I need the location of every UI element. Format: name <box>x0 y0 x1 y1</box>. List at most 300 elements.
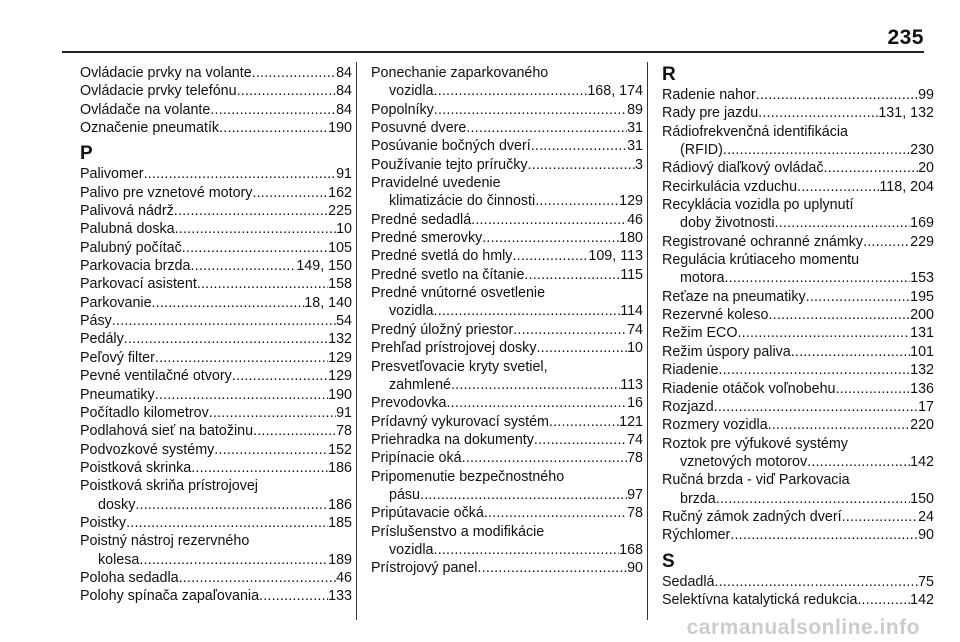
index-entry-pages: 46 <box>627 211 643 228</box>
index-entry <box>80 569 352 587</box>
index-column-1 <box>80 64 352 606</box>
dot-leader <box>451 376 620 394</box>
index-entry <box>662 380 934 398</box>
index-entry-pages: 189 <box>328 551 352 568</box>
index-entry <box>662 141 934 159</box>
index-entry <box>371 504 643 522</box>
index-entry <box>80 82 352 100</box>
index-entry-pages: 190 <box>328 386 352 403</box>
index-entry <box>662 361 934 379</box>
dot-leader <box>253 422 336 440</box>
index-entry <box>80 119 352 137</box>
index-entry <box>371 431 643 449</box>
index-entry-term: Palivomer <box>80 166 144 183</box>
dot-leader <box>535 192 619 210</box>
index-entry-heading: Ponechanie zaparkovaného <box>371 65 549 81</box>
column-separator <box>647 62 648 620</box>
index-entry-term: Rady pre jazdu <box>662 105 759 122</box>
index-entry-term: Popolníky <box>371 101 434 118</box>
dot-leader <box>252 184 328 202</box>
index-entry-pages: 91 <box>336 166 352 183</box>
index-entry-pages: 200 <box>910 307 934 324</box>
index-entry <box>80 514 352 532</box>
index-entry-pages: 74 <box>627 431 643 448</box>
dot-leader <box>477 559 627 577</box>
dot-leader <box>758 104 878 122</box>
dot-leader <box>447 394 628 412</box>
index-entry-pages: 142 <box>910 591 934 608</box>
index-entry-term: Prevodovka <box>371 395 447 412</box>
index-column-3 <box>662 64 934 609</box>
index-entry-term: vozidla <box>389 83 434 100</box>
index-entry-heading: Poistný nástroj rezervného <box>80 533 250 550</box>
index-entry-pages: 89 <box>627 101 643 118</box>
dot-leader <box>126 514 328 532</box>
index-entry-pages: 84 <box>336 101 352 118</box>
index-entry <box>80 294 352 312</box>
index-entry <box>371 229 643 247</box>
dot-leader <box>174 202 328 220</box>
dot-leader <box>513 321 627 339</box>
dot-leader <box>769 306 911 324</box>
dot-leader <box>434 101 627 119</box>
index-entry-pages: 229 <box>910 233 934 250</box>
index-entry-term: Označenie pneumatík <box>80 120 220 137</box>
index-entry <box>662 306 934 324</box>
index-entry-term: vznetových motorov <box>680 453 808 470</box>
index-entry-heading: Príslušenstvo a modifikácie <box>371 523 545 540</box>
index-entry-term: dosky <box>98 496 136 513</box>
index-entry-pages: 132 <box>910 362 934 379</box>
column-separator <box>356 62 357 620</box>
index-entry-term: Registrované ochranné známky <box>662 233 864 250</box>
dot-leader <box>524 266 620 284</box>
index-entry-pages: 195 <box>910 288 934 305</box>
index-entry <box>80 404 352 422</box>
index-entry <box>80 257 352 275</box>
dot-leader <box>791 343 910 361</box>
index-entry <box>662 453 934 471</box>
index-entry-pages: 132 <box>328 331 352 348</box>
dot-leader <box>466 119 627 137</box>
dot-leader <box>155 349 328 367</box>
index-entry-term: Rozjazd <box>662 398 714 415</box>
index-entry <box>80 587 352 605</box>
index-entry-term: Palubná doska <box>80 221 175 238</box>
index-entry-term: Rezervné koleso <box>662 307 769 324</box>
dot-leader <box>152 294 305 312</box>
index-entry <box>662 288 934 306</box>
index-entry-term: Predné svetlo na čítanie <box>371 266 525 283</box>
index-entry-pages: 31 <box>627 120 643 137</box>
index-entry-pages: 150 <box>910 490 934 507</box>
dot-leader <box>209 404 336 422</box>
index-entry-pages: 84 <box>336 65 352 81</box>
dot-leader <box>716 490 910 508</box>
dot-leader <box>135 496 328 514</box>
index-entry-term: motora <box>680 270 725 287</box>
index-entry-pages: 54 <box>336 313 352 330</box>
index-entry <box>371 541 643 559</box>
index-entry-pages: 133 <box>328 588 352 605</box>
index-entry-pages: 24 <box>918 508 934 525</box>
index-entry-heading: Roztok pre výfukové systémy <box>662 435 848 452</box>
index-entry-pages: 153 <box>910 270 934 287</box>
dot-leader <box>768 416 910 434</box>
index-entry-pages: 90 <box>627 560 643 577</box>
dot-leader <box>531 137 627 155</box>
index-entry-heading: Rádiofrekvenčná identifikácia <box>662 123 848 140</box>
index-entry-heading: Pravidelné uvedenie <box>371 175 501 192</box>
index-entry-pages: 115 <box>620 266 643 283</box>
index-entry-pages: 180 <box>619 230 643 247</box>
index-entry-pages: 129 <box>328 368 352 385</box>
index-entry-term: Palivová nádrž <box>80 203 174 220</box>
index-entry <box>80 441 352 459</box>
dot-leader <box>528 156 636 174</box>
index-entry-pages: 10 <box>627 340 643 357</box>
dot-leader <box>155 386 328 404</box>
index-entry-pages: 131 <box>910 325 934 342</box>
index-entry-pages: 91 <box>336 404 352 421</box>
index-entry-pages: 75 <box>918 573 934 590</box>
dot-leader <box>252 64 336 82</box>
index-entry-term: Podlahová sieť na batožinu <box>80 423 254 440</box>
index-entry-pages: 149, 150 <box>296 258 352 275</box>
index-entry-term: Posuvné dvere <box>371 120 467 137</box>
index-entry <box>662 178 934 196</box>
index-entry-pages: 78 <box>336 423 352 440</box>
index-entry-term: Poloha sedadla <box>80 569 179 586</box>
dot-leader <box>718 361 910 379</box>
dot-leader <box>219 119 328 137</box>
index-entry-pages: 168, 174 <box>587 83 643 100</box>
dot-leader <box>842 508 919 526</box>
index-entry-term: Ručný zámok zadných dverí <box>662 508 842 525</box>
dot-leader <box>797 178 879 196</box>
dot-leader <box>714 398 918 416</box>
dot-leader <box>420 486 627 504</box>
index-entry-term: Prístrojový panel <box>371 560 478 577</box>
dot-leader <box>139 551 328 569</box>
index-entry-pages: 168 <box>619 541 643 558</box>
index-entry-pages: 190 <box>328 120 352 137</box>
index-entry <box>371 192 643 210</box>
index-entry <box>371 394 643 412</box>
index-entry <box>80 349 352 367</box>
dot-leader <box>434 82 588 100</box>
dot-leader <box>175 220 337 238</box>
index-entry-term: Prídavný vykurovací systém <box>371 413 549 430</box>
index-entry <box>662 526 934 544</box>
dot-leader <box>197 275 328 293</box>
index-entry-term: Prehľad prístrojovej dosky <box>371 340 537 357</box>
index-entry <box>80 202 352 220</box>
index-entry-pages: 3 <box>635 156 643 173</box>
index-entry-term: Sedadlá <box>662 573 715 590</box>
index-entry <box>662 104 934 122</box>
index-entry-term: Posúvanie bočných dverí <box>371 138 531 155</box>
index-entry <box>80 275 352 293</box>
index-entry <box>80 367 352 385</box>
index-entry <box>80 496 352 514</box>
index-entry <box>662 398 934 416</box>
index-entry <box>80 422 352 440</box>
index-entry-pages: 105 <box>328 239 352 256</box>
index-entry <box>80 239 352 257</box>
index-entry-pages: 129 <box>328 349 352 366</box>
index-entry <box>80 312 352 330</box>
index-entry-term: Pásy <box>80 313 112 330</box>
dot-leader <box>112 312 336 330</box>
dot-leader <box>214 441 328 459</box>
dot-leader <box>144 165 337 183</box>
index-entry <box>371 137 643 155</box>
index-entry <box>371 321 643 339</box>
dot-leader <box>737 324 910 342</box>
header-rule <box>62 51 924 53</box>
index-entry-pages: 131, 132 <box>878 105 934 122</box>
index-entry-pages: 158 <box>328 276 352 293</box>
index-entry <box>80 386 352 404</box>
index-entry <box>80 551 352 569</box>
index-entry-term: Parkovací asistent <box>80 276 197 293</box>
index-entry-term: Rýchlomer <box>662 527 731 544</box>
index-entry <box>80 165 352 183</box>
index-entry-term: Pedály <box>80 331 124 348</box>
dot-leader <box>806 288 910 306</box>
section-letter: P <box>80 143 93 165</box>
index-entry-term: Recirkulácia vzduchu <box>662 178 798 195</box>
section-letter: S <box>662 550 675 572</box>
dot-leader <box>861 591 910 609</box>
index-entry-pages: 225 <box>328 203 352 220</box>
index-entry-term: Parkovanie <box>80 294 152 311</box>
dot-leader <box>232 367 328 385</box>
index-entry-heading: Poistková skriňa prístrojovej <box>80 478 258 495</box>
index-entry <box>662 490 934 508</box>
dot-leader <box>512 247 588 265</box>
index-entry-heading: Recyklácia vozidla po uplynutí <box>662 197 854 214</box>
index-entry-heading: Predné vnútorné osvetlenie <box>371 285 546 302</box>
index-entry-heading: Regulácia krútiaceho momentu <box>662 252 860 269</box>
dot-leader <box>807 453 910 471</box>
index-entry-pages: 10 <box>336 221 352 238</box>
dot-leader <box>471 211 627 229</box>
dot-leader <box>434 541 620 559</box>
index-entry-term: Používanie tejto príručky <box>371 156 528 173</box>
index-entry-term: Predné smerovky <box>371 230 483 247</box>
index-entry <box>371 247 643 265</box>
index-entry-pages: 78 <box>627 450 643 467</box>
index-entry <box>371 119 643 137</box>
index-entry <box>662 86 934 104</box>
index-entry <box>371 266 643 284</box>
index-entry <box>371 449 643 467</box>
index-entry-pages: 16 <box>627 395 643 412</box>
dot-leader <box>549 413 619 431</box>
index-entry-pages: 114 <box>620 303 643 320</box>
index-entry-term: Riadenie otáčok voľnobehu <box>662 380 836 397</box>
dot-leader <box>824 159 919 177</box>
index-entry-pages: 99 <box>918 87 934 103</box>
index-entry-term: Pripútavacie očká <box>371 505 484 522</box>
index-entry-pages: 152 <box>328 441 352 458</box>
index-entry-pages: 101 <box>910 343 934 360</box>
index-entry <box>662 416 934 434</box>
index-entry-term: Ovládacie prvky telefónu <box>80 83 237 100</box>
index-entry-pages: 84 <box>336 83 352 100</box>
index-entry <box>80 64 352 82</box>
index-entry-term: Reťaze na pneumatiky <box>662 288 806 305</box>
dot-leader <box>835 380 910 398</box>
index-entry-term: vozidla <box>389 303 434 320</box>
index-entry-term: Selektívna katalytická redukcia. <box>662 591 862 608</box>
index-entry-term: Pneumatiky <box>80 386 155 403</box>
index-entry-term: Polohy spínača zapaľovania <box>80 588 260 605</box>
index-entry-term: Režim úspory paliva <box>662 343 791 360</box>
index-entry-pages: 109, 113 <box>588 248 643 265</box>
dot-leader <box>714 573 918 591</box>
dot-leader <box>725 269 911 287</box>
index-entry <box>80 459 352 477</box>
index-entry-term: Predný úložný priestor <box>371 321 514 338</box>
index-entry-term: Podvozkové systémy <box>80 441 215 458</box>
index-entry-term: Ovládacie prvky na volante <box>80 65 252 81</box>
index-entry-pages: 121 <box>619 413 643 430</box>
index-entry <box>371 156 643 174</box>
index-entry <box>662 343 934 361</box>
index-entry-pages: 186 <box>328 496 352 513</box>
index-entry-term: Radenie nahor <box>662 87 756 103</box>
dot-leader <box>756 86 918 104</box>
dot-leader <box>723 141 910 159</box>
index-entry <box>662 233 934 251</box>
index-entry-term: zahmlené <box>389 376 451 393</box>
index-entry <box>662 573 934 591</box>
index-entry-term: Palivo pre vznetové motory <box>80 184 253 201</box>
index-entry-term: pásu <box>389 486 421 503</box>
dot-leader <box>124 330 328 348</box>
index-entry-term: klimatizácie do činnosti <box>389 193 536 210</box>
dot-leader <box>434 302 621 320</box>
index-entry-term: vozidla <box>389 541 434 558</box>
index-entry-term: Poistky <box>80 514 127 531</box>
dot-leader <box>237 82 337 100</box>
dot-leader <box>182 239 328 257</box>
index-entry-pages: 162 <box>328 184 352 201</box>
index-entry-pages: 17 <box>918 398 934 415</box>
dot-leader <box>210 101 336 119</box>
index-entry-pages: 129 <box>619 193 643 210</box>
index-entry-term: Počítadlo kilometrov <box>80 404 209 421</box>
index-entry-term: Rádiový diaľkový ovládač <box>662 160 824 177</box>
index-entry-pages: 230 <box>910 142 934 159</box>
watermark: carmanualsonline.info <box>686 616 920 639</box>
dot-leader <box>190 257 296 275</box>
index-entry-term: Poistková skrinka <box>80 459 192 476</box>
index-entry-term: Režim ECO <box>662 325 738 342</box>
index-entry-pages: 90 <box>918 527 934 544</box>
index-entry-pages: 142 <box>910 453 934 470</box>
index-entry <box>80 184 352 202</box>
index-entry-pages: 113 <box>620 376 643 393</box>
index-entry-term: Rozmery vozidla <box>662 417 768 434</box>
index-entry <box>371 413 643 431</box>
index-entry <box>80 220 352 238</box>
index-entry <box>371 559 643 577</box>
dot-leader <box>536 339 627 357</box>
index-entry-term: (RFID) <box>680 142 723 159</box>
index-entry-pages: 97 <box>627 486 643 503</box>
index-entry <box>662 269 934 287</box>
index-entry-pages: 118, 204 <box>879 178 934 195</box>
index-entry <box>371 82 643 100</box>
index-entry <box>371 211 643 229</box>
index-entry <box>371 101 643 119</box>
index-entry <box>662 508 934 526</box>
index-entry-term: Palubný počítač <box>80 239 182 256</box>
dot-leader <box>191 459 328 477</box>
dot-leader <box>863 233 910 251</box>
index-entry <box>662 159 934 177</box>
index-entry-pages: 31 <box>627 138 643 155</box>
index-entry-pages: 20 <box>918 160 934 177</box>
index-entry-term: Predné sedadlá <box>371 211 472 228</box>
dot-leader <box>484 504 627 522</box>
index-column-2 <box>371 64 643 578</box>
index-entry-pages: 46 <box>336 569 352 586</box>
dot-leader <box>259 587 328 605</box>
index-entry-pages: 136 <box>910 380 934 397</box>
index-entry-pages: 185 <box>328 514 352 531</box>
index-entry <box>662 324 934 342</box>
index-entry <box>662 214 934 232</box>
dot-leader <box>534 431 627 449</box>
index-entry <box>371 376 643 394</box>
index-entry-pages: 186 <box>328 459 352 476</box>
dot-leader <box>775 214 911 232</box>
dot-leader <box>730 526 918 544</box>
index-entry <box>371 339 643 357</box>
index-entry-heading: Presvetľovacie kryty svetiel, <box>371 358 548 375</box>
index-entry-term: Peľový filter <box>80 349 155 366</box>
index-entry-pages: 18, 140 <box>304 294 352 311</box>
index-entry <box>371 302 643 320</box>
index-entry-heading: Ručná brzda - viď Parkovacia <box>662 472 850 489</box>
index-entry-heading: Pripomenutie bezpečnostného <box>371 468 565 485</box>
index-entry-term: brzda <box>680 490 716 507</box>
index-entry-term: Pevné ventilačné otvory <box>80 368 232 385</box>
index-entry-term: Ovládače na volante <box>80 101 211 118</box>
index-entry-term: Riadenie <box>662 362 719 379</box>
index-entry <box>371 486 643 504</box>
index-entry <box>80 330 352 348</box>
index-entry-pages: 78 <box>627 505 643 522</box>
section-letter: R <box>662 64 676 85</box>
dot-leader <box>179 569 337 587</box>
index-entry-term: Priehradka na dokumenty <box>371 431 534 448</box>
index-entry-term: Parkovacia brzda <box>80 258 191 275</box>
index-entry-term: Predné svetlá do hmly <box>371 248 513 265</box>
index-entry-pages: 169 <box>910 215 934 232</box>
dot-leader <box>462 449 627 467</box>
page-number: 235 <box>887 26 924 49</box>
index-entry-term: Pripínacie oká <box>371 450 462 467</box>
index-entry-pages: 74 <box>627 321 643 338</box>
index-entry-term: kolesa <box>98 551 140 568</box>
dot-leader <box>482 229 619 247</box>
